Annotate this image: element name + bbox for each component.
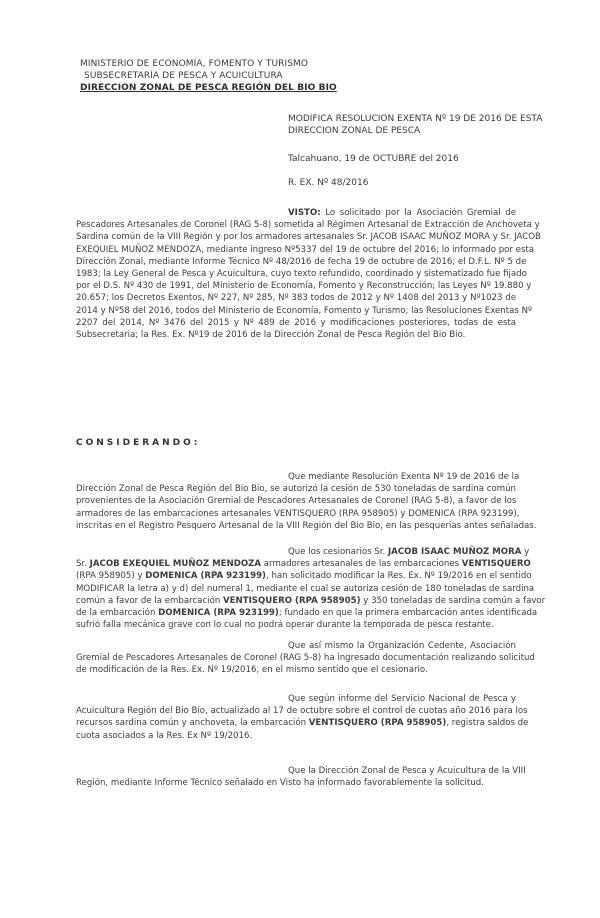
paragraph-line: (RPA 958905) y DOMENICA (RPA 923199), han solicitado modificar la Res. Ex. Nº 19/2016 en el sentido <box>76 571 532 582</box>
visto-line: EXEQUIEL MUÑOZ MENDOZA, mediante ingreso Nº5337 del 19 de octubre del 2016; lo informado por esta <box>76 244 535 255</box>
paragraph-line: Dirección Zonal de Pesca Región del Bio Bio, se autorizó la cesión de 530 toneladas de sardina común <box>76 484 516 495</box>
visto-line: Pescadores Artesanales de Coronel (RAG 5-8) sometida al Régimen Artesanal de Extracción de Anchoveta y <box>76 220 540 231</box>
paragraph-line: inscritas en el Registro Pesquero Artesanal de la VIII Región del Bio Bio, en las pesquerías antes señaladas. <box>76 520 537 531</box>
paragraph-line: recursos sardina común y anchoveta, la embarcación VENTISQUERO (RPA 958905), registra saldos de <box>76 718 529 729</box>
paragraph-line: de modificación de la Res. Ex. Nº 19/2016, en el mismo sentido que el cesionario. <box>76 665 428 676</box>
paragraph-line: común a favor de la embarcación VENTISQUERO (RPA 958905) y 350 toneladas de sardina común a favor <box>76 595 546 606</box>
paragraph-line: armadores de las embarcaciones artesanales VENTISQUERO (RPA 958905) y DOMENICA (RPA 923199), <box>76 508 520 519</box>
visto-paragraph <box>76 207 541 341</box>
considerando-paragraph-5 <box>76 765 526 789</box>
paragraph-line: Que los cesionarios Sr. JACOB ISAAC MUÑOZ MORA y <box>288 547 530 557</box>
considerando-paragraph-3 <box>76 640 535 677</box>
resolution-number: R. EX. Nº 48/2016 <box>288 178 369 188</box>
paragraph-line: Que la Dirección Zonal de Pesca y Acuicultura de la VIII <box>288 766 526 776</box>
paragraph-line: cuota asociados a la Res. Ex Nº 19/2016. <box>76 730 253 741</box>
paragraph-line: Sr. JACOB EXEQUIEL MUÑOZ MENDOZA armadores artesanales de las embarcaciones VENTISQUERO <box>76 559 531 570</box>
subsecretaria-heading: SUBSECRETARÍA DE PESCA Y ACUICULTURA <box>84 71 283 81</box>
considerando-paragraph-4 <box>76 693 529 742</box>
paragraph-line: Que así mismo la Organización Cedente, Asociación <box>288 641 516 651</box>
paragraph-line: de la embarcación DOMENICA (RPA 923199); fundado en que la primera embarcación antes identificada <box>76 608 538 619</box>
considerando-paragraph-1 <box>76 471 537 532</box>
considerando-paragraph-2 <box>76 546 546 631</box>
paragraph-line: Gremial de Pescadores Artesanales de Coronel (RAG 5-8) ha ingresado documentación realizando solicitud <box>76 653 535 664</box>
paragraph-line: Acuicultura Región del Bio Bio, actualizado al 17 de octubre sobre el control de cuotas año 2016 para los <box>76 706 528 717</box>
place-date: Talcahuano, 19 de OCTUBRE del 2016 <box>288 154 459 164</box>
visto-line: Sardina común de la VIII Región y por los armadores artesanales Sr. JACOB ISAAC MUÑOZ MORA y Sr. JACOB <box>76 232 541 243</box>
visto-line: VISTO: Lo solicitado por la Asociación Gremial de <box>288 208 516 218</box>
visto-label: VISTO: <box>288 208 321 218</box>
paragraph-line: Que según informe del Servicio Nacional de Pesca y <box>288 694 516 704</box>
paragraph-line: Región, mediante Informe Técnico señalado en Visto ha informado favorablemente la solicitud. <box>76 778 484 789</box>
visto-line: 2207 del 2014, Nº 3476 del 2015 y Nº 489 de 2016 y modificaciones posteriores, todas de esta <box>76 317 516 328</box>
paragraph-line: MODIFICAR la letra a) y d) del numeral 1, mediante el cual se autoriza cesión de 180 toneladas de sardina <box>76 583 535 594</box>
direccion-heading: DIRECCION ZONAL DE PESCA REGIÓN DEL BIO BIO <box>80 83 337 93</box>
considerando-title: CONSIDERANDO: <box>76 438 201 448</box>
visto-line: Dirección Zonal, mediante Informe Técnico Nº 48/2016 de fecha 19 de octubre de 2016; el D.F.L. Nº 5 de <box>76 256 527 267</box>
paragraph-line: Que mediante Resolución Exenta Nº 19 de 2016 de la <box>288 472 520 482</box>
visto-line: 20.657; los Decretos Exentos, Nº 227, Nº 285, Nº 383 todos de 2012 y Nº 1408 del 2013 y Nº1023 de <box>76 293 516 304</box>
subject-line-2: DIRECCION ZONAL DE PESCA <box>288 126 421 136</box>
paragraph-line: sufrió falla mecánica grave con lo cual no podrá operar durante la temporada de pesca restante. <box>76 620 494 631</box>
ministry-heading: MINISTERIO DE ECONOMÍA, FOMENTO Y TURISMO <box>80 59 309 69</box>
paragraph-line: provenientes de la Asociación Gremial de Pescadores Artesanales de Coronel (RAG 5-8), a favor de los <box>76 496 517 507</box>
visto-line: 1983; la Ley General de Pesca y Acuicultura, cuyo texto refundido, coordinado y sistematizado fue fijado <box>76 269 527 280</box>
visto-line: por el D.S. Nº 430 de 1991, del Ministerio de Economía, Fomento y Reconstrucción; las Leyes Nº 19.880 y <box>76 281 532 292</box>
visto-line: 2014 y Nº58 del 2016, todos del Ministerio de Economía, Fomento y Turismo; las Resoluciones Exentas Nº <box>76 305 533 316</box>
visto-line: Subsecretaria; la Res. Ex. Nº19 de 2016 de la Dirección Zonal de Pesca Región del Bio Bio. <box>76 330 466 341</box>
subject-line-1: MODIFICA RESOLUCION EXENTA Nº 19 DE 2016 DE ESTA <box>288 114 543 124</box>
